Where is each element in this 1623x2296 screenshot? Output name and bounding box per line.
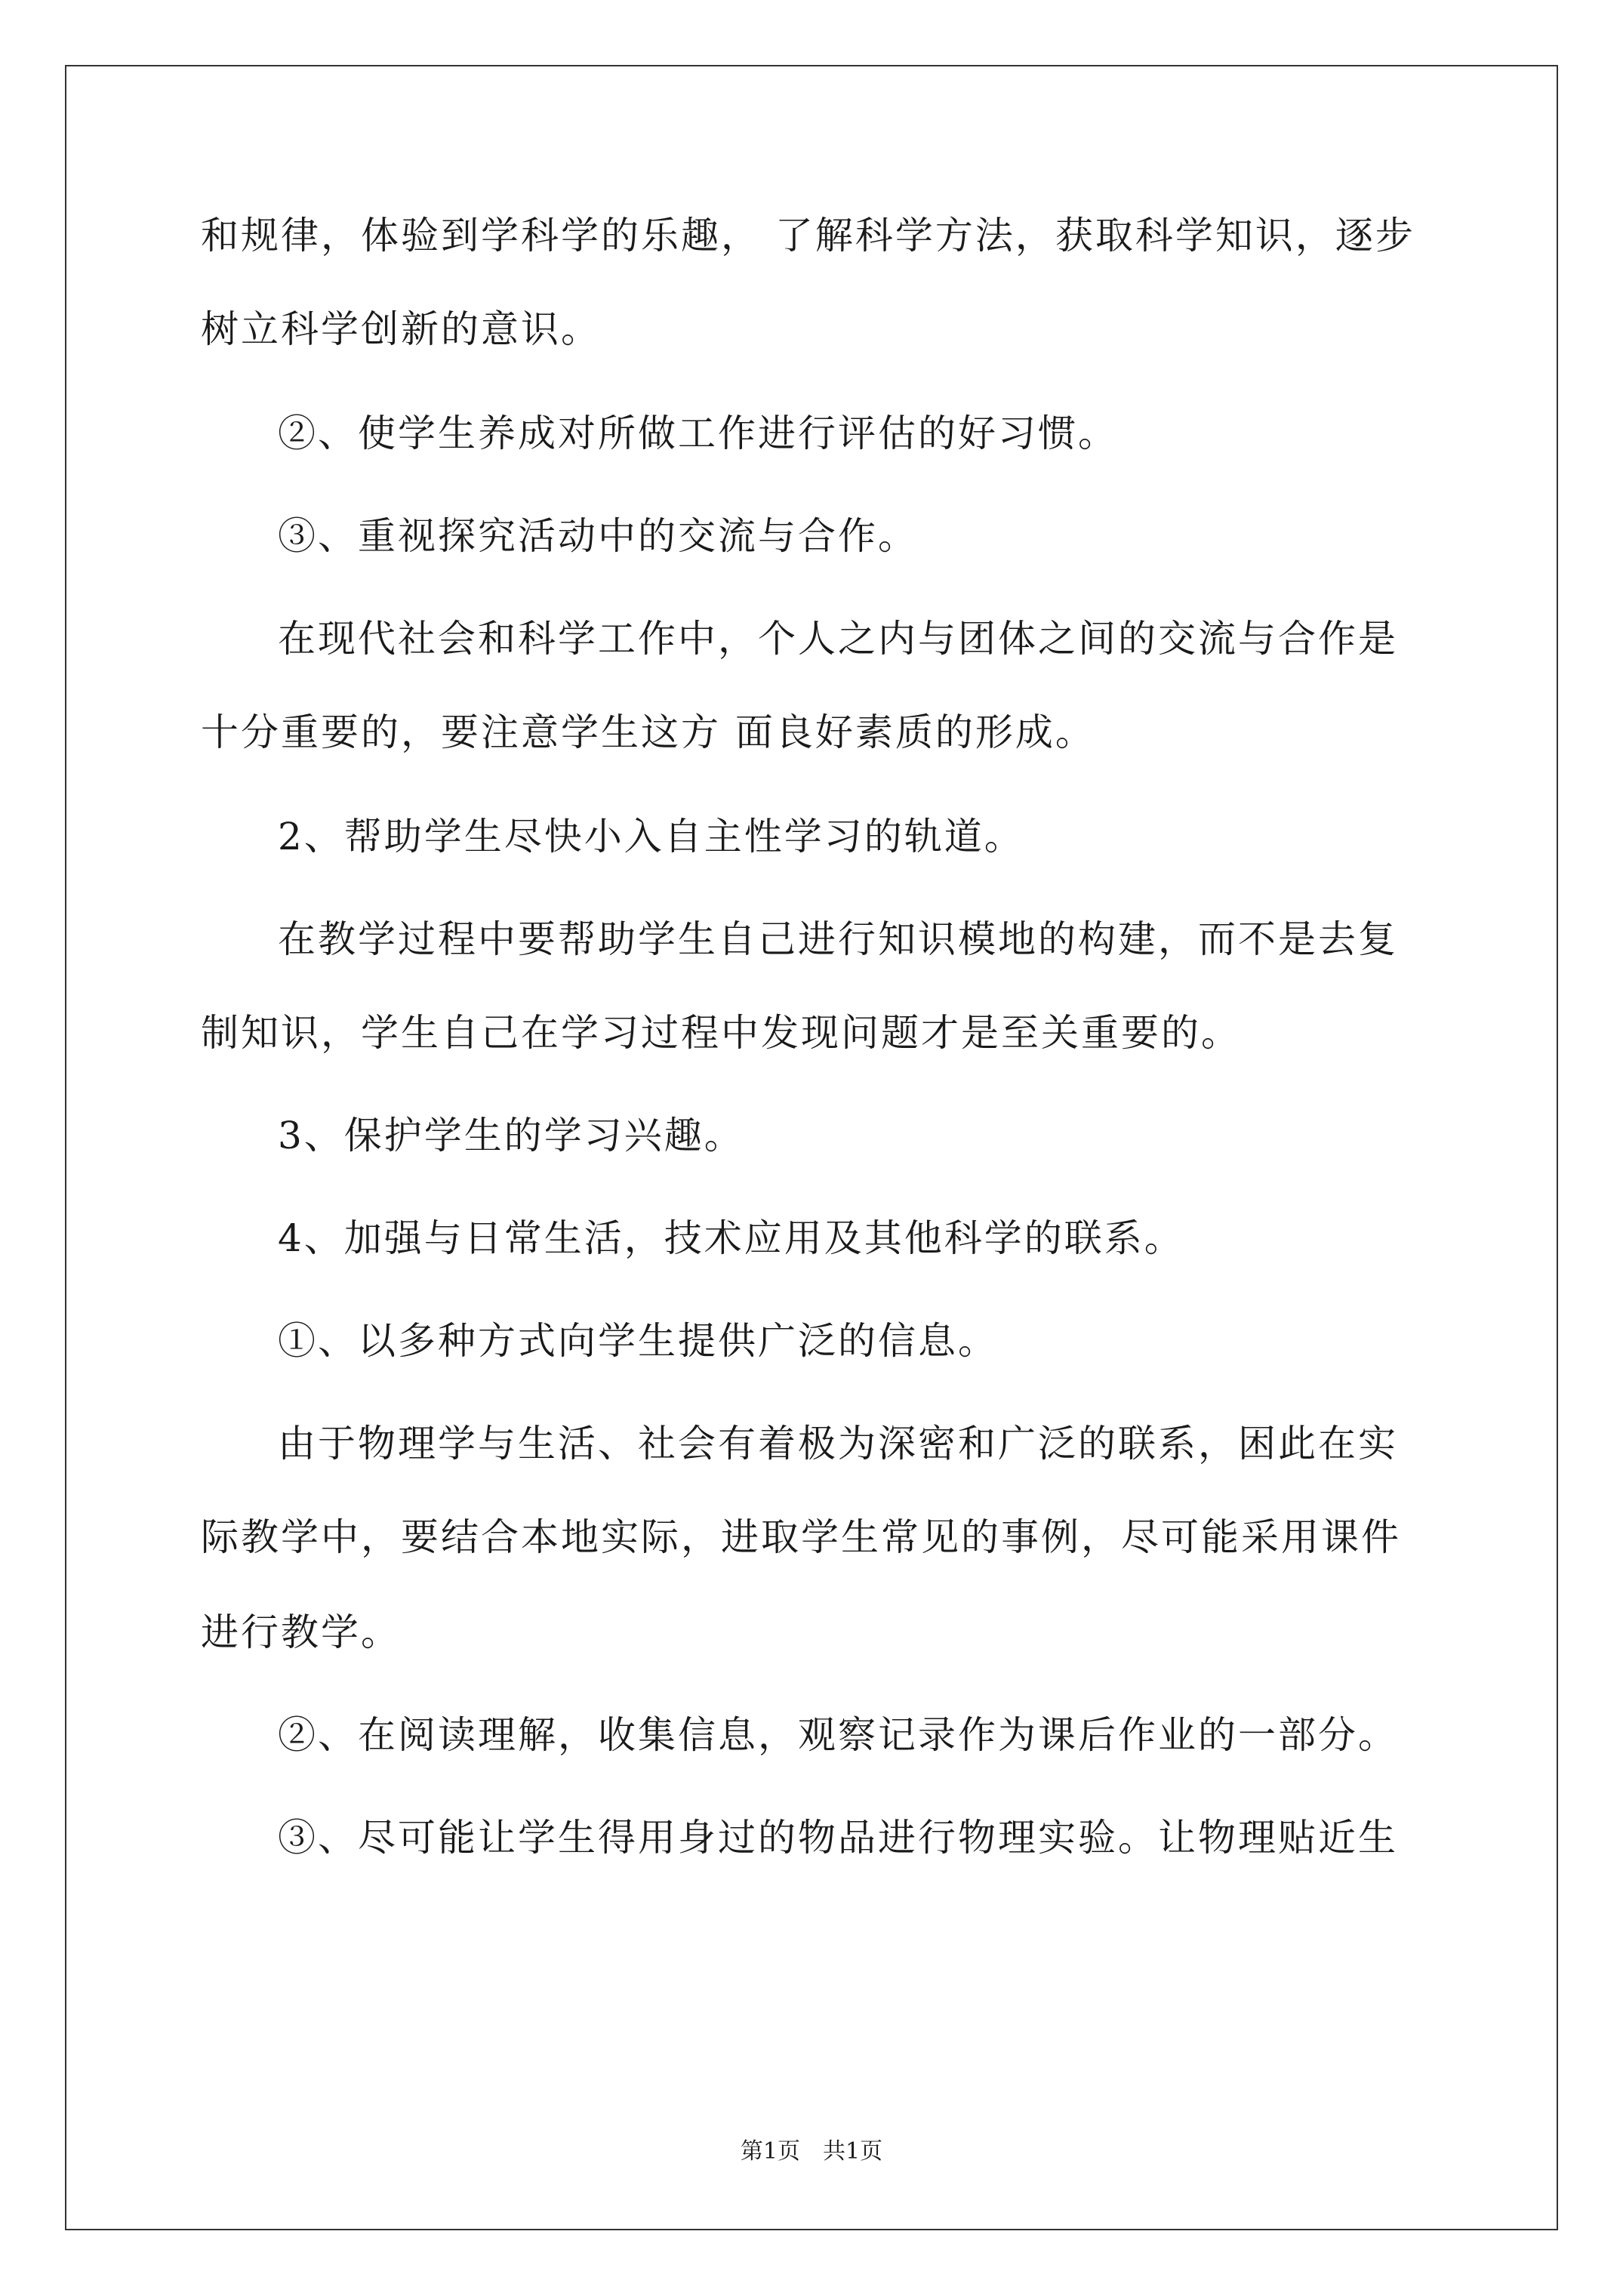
page-footer: 第1页 共1页 — [740, 2138, 883, 2165]
text-line: 际教学中，要结合本地实际，进取学生常见的事例，尽可能采用课件 — [201, 1515, 1401, 1559]
text-line: ③、重视探究活动中的交流与合作。 — [278, 514, 918, 558]
text-line: 和规律，体验到学科学的乐趣， 了解科学方法，获取科学知识，逐步 — [201, 214, 1415, 257]
text-line: 制知识，学生自己在学习过程中发现问题才是至关重要的。 — [201, 1011, 1241, 1055]
text-line: 十分重要的，要注意学生这方 面良好素质的形成。 — [201, 710, 1095, 754]
text-line: 在现代社会和科学工作中，个人之内与团体之间的交流与合作是 — [278, 617, 1398, 661]
text-line: ③、尽可能让学生得用身过的物品进行物理实验。让物理贴近生 — [278, 1816, 1398, 1860]
text-line: ①、以多种方式向学生提供广泛的信息。 — [278, 1319, 998, 1363]
text-line: ②、使学生养成对所做工作进行评估的好习惯。 — [278, 411, 1118, 455]
text-line: 在教学过程中要帮助学生自己进行知识模地的构建，而不是去复 — [278, 917, 1398, 961]
text-line: 树立科学创新的意识。 — [201, 307, 601, 351]
text-line: 进行教学。 — [201, 1610, 401, 1654]
text-line: ②、在阅读理解，收集信息，观察记录作为课后作业的一部分。 — [278, 1713, 1398, 1757]
text-line: 3、保护学生的学习兴趣。 — [278, 1114, 744, 1157]
text-line: 4、加强与日常生活，技术应用及其他科学的联系。 — [278, 1216, 1184, 1260]
text-line: 2、帮助学生尽快小入自主性学习的轨道。 — [278, 815, 1024, 858]
text-line: 由于物理学与生活、社会有着极为深密和广泛的联系，困此在实 — [278, 1422, 1398, 1465]
